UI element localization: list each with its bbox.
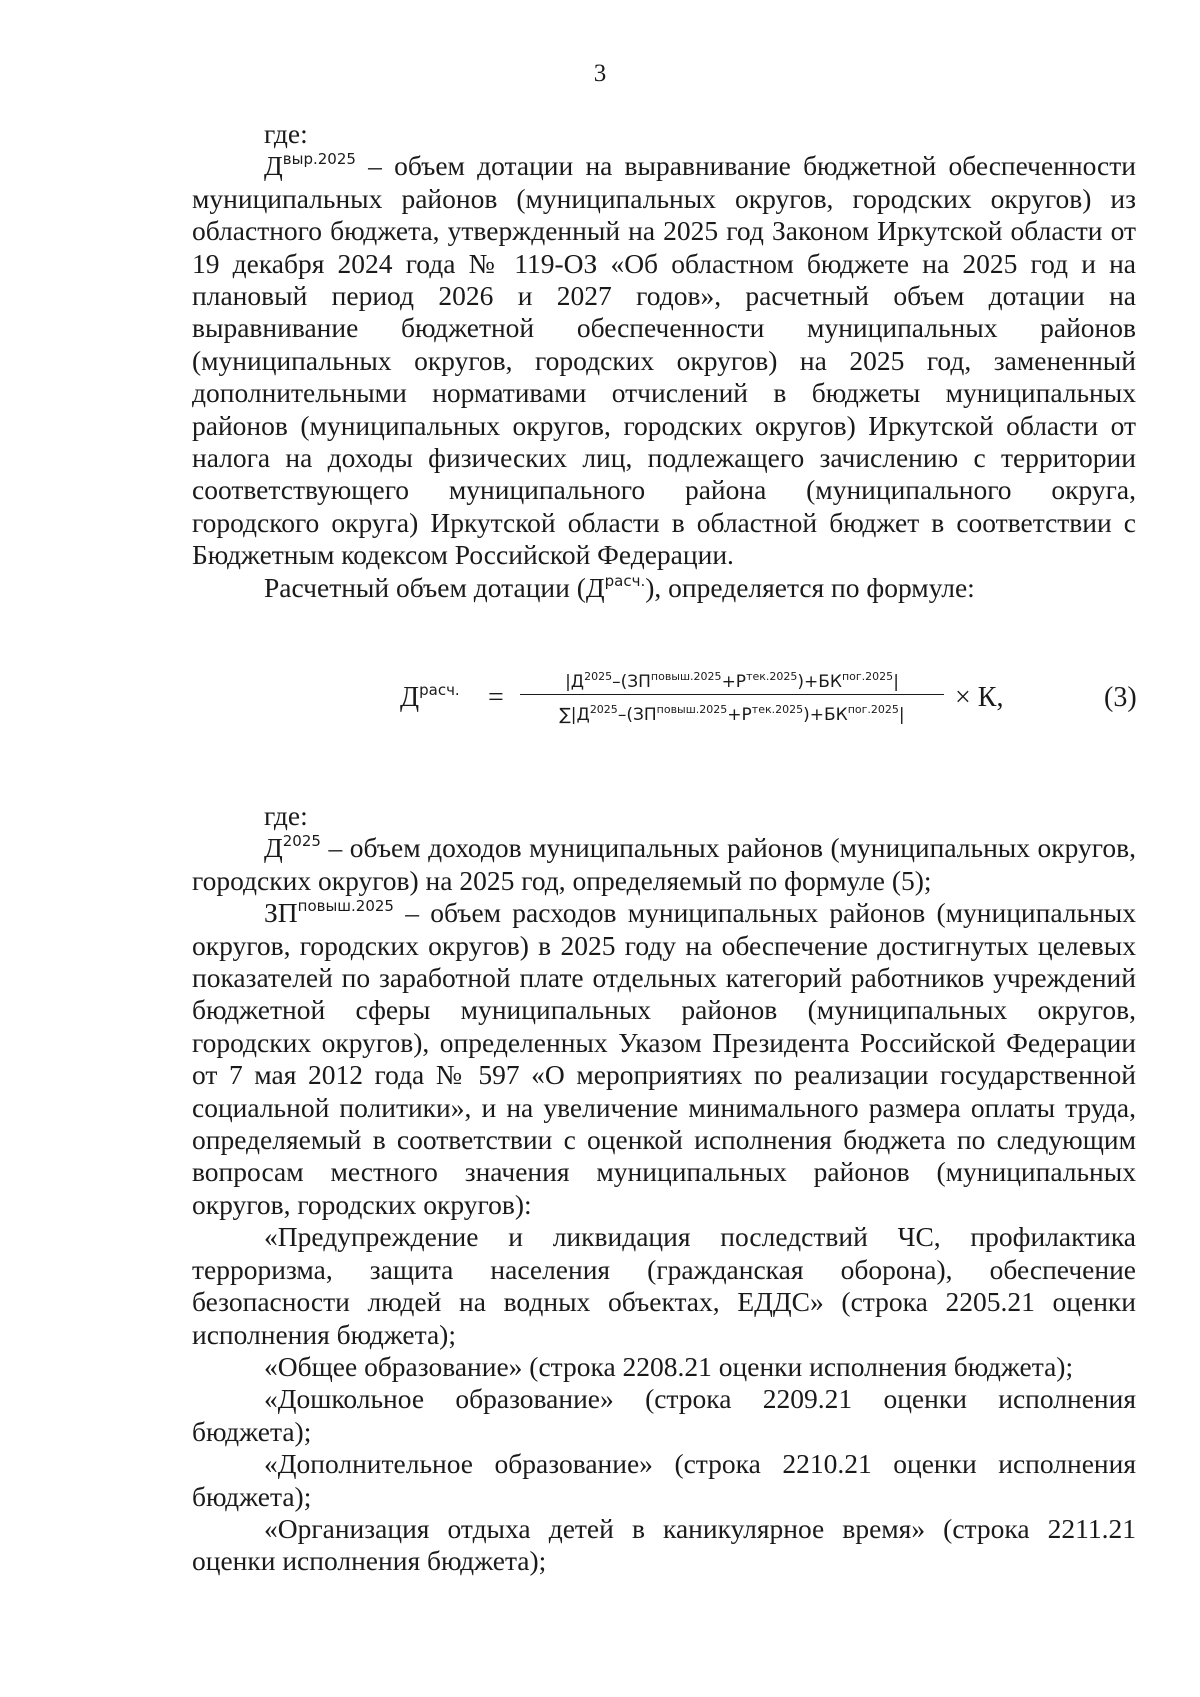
den-part: +Р	[727, 705, 752, 725]
num-part: |Д	[565, 672, 585, 692]
num-part: |	[893, 672, 899, 692]
den-part: )+БК	[803, 705, 848, 725]
formula-denominator	[516, 695, 948, 727]
formula-fraction	[516, 660, 948, 727]
definition-d-vyr	[192, 150, 1136, 571]
num-sup: 2025	[584, 670, 613, 683]
symbol-d: Д	[264, 150, 283, 182]
formula-intro-before: Расчетный объем дотации (Д	[264, 571, 605, 603]
formula-numerator	[516, 660, 948, 692]
formula-3	[0, 660, 1200, 740]
definition-text: – объем дотации на выравнивание бюджетной обеспеченности муниципальных районов (муниципальных округов, городских округов) из областного бюджета, утвержденный на 2025 год Законом Иркутской области от 19 декабря 2024 года № 119-ОЗ «Об областном бюджете на 2025 год и на плановый период 2026 и 2027 годов», расчетный объем дотации на выравнивание бюджетной обеспеченности муниципальных районов (муниципальных округов, городских округов) на 2025 год, замененный дополнительными нормативами отчислений в бюджеты муниципальных районов (муниципальных округов, городских округов) Иркутской области от налога на доходы физических лиц, подлежащего зачислению с территории соответствующего муниципального района (муниципального округа, городского округа) Иркутской области в областной бюджет в соответствии с Бюджетным кодексом Российской Федерации.	[192, 150, 1136, 571]
num-part: +Р	[721, 672, 747, 692]
den-part: ∑|Д	[559, 705, 590, 725]
formula-lhs-sup: расч.	[419, 681, 460, 699]
list-item: «Дошкольное образование» (строка 2209.21 оценки исполнения бюджета);	[192, 1383, 1136, 1447]
symbol-d2025: Д	[264, 832, 283, 864]
den-sup: пог.2025	[847, 703, 899, 716]
lower-text-block	[192, 800, 1136, 1578]
den-part: |	[898, 705, 905, 725]
symbol-d-sup: выр.2025	[282, 150, 356, 169]
symbol-zp-sup: повыш.2025	[297, 897, 394, 916]
upper-text-block	[192, 118, 1136, 604]
num-part: )+БК	[797, 672, 842, 692]
formula-equals: =	[488, 682, 504, 713]
list-item: «Дополнительное образование» (строка 2210.21 оценки исполнения бюджета);	[192, 1448, 1136, 1512]
symbol-d2025-sup: 2025	[282, 832, 321, 851]
symbol-zp: ЗП	[264, 897, 298, 929]
formula-intro	[192, 572, 1136, 604]
definition-text: – объем доходов муниципальных районов (муниципальных округов, городских округов) на 2025 год, определяемый по формуле (5);	[192, 832, 1136, 896]
formula-intro-sup: расч.	[604, 571, 646, 590]
den-part: –(ЗП	[617, 705, 657, 725]
formula-lhs-symbol: Д	[400, 682, 420, 713]
formula-lhs	[400, 682, 460, 714]
formula-times-k: × К,	[955, 682, 1004, 713]
definition-d2025	[192, 832, 1136, 897]
formula-intro-after: ), определяется по формуле:	[645, 571, 975, 603]
den-sup: повыш.2025	[656, 703, 728, 716]
list-item: «Предупреждение и ликвидация последствий ЧС, профилактика терроризма, защита населения (гражданская оборона), обеспечение безопасности людей на водных объектах, ЕДДС» (строка 2205.21 оценки исполнения бюджета);	[192, 1221, 1136, 1350]
num-sup: повыш.2025	[650, 670, 722, 683]
formula-number: (3)	[1104, 682, 1137, 713]
list-item: «Организация отдыха детей в каникулярное время» (строка 2211.21 оценки исполнения бюджета);	[192, 1512, 1136, 1577]
den-sup: тек.2025	[751, 703, 804, 716]
definition-text: – объем расходов муниципальных районов (муниципальных округов, городских округов) в 2025 году на обеспечение достигнутых целевых показателей по заработной плате отдельных категорий работников учреждений бюджетной сферы муниципальных районов (муниципальных округов, городских округов), определенных Указом Президента Российской Федерации от 7 мая 2012 года № 597 «О мероприятиях по реализации государственной социальной политики», и на увеличение минимального размера оплаты труда, определяемый в соответствии с оценкой исполнения бюджета по следующим вопросам местного значения муниципальных районов (муниципальных округов, городских округов):	[192, 897, 1136, 1220]
list-item: «Общее образование» (строка 2208.21 оценки исполнения бюджета);	[264, 1350, 1074, 1382]
definition-zp	[192, 897, 1136, 1221]
page-number: 3	[593, 60, 607, 87]
num-part: –(ЗП	[612, 672, 651, 692]
num-sup: пог.2025	[841, 670, 894, 683]
den-sup: 2025	[589, 703, 618, 716]
where-label: где:	[264, 118, 308, 149]
num-sup: тек.2025	[746, 670, 798, 683]
where-label-2: где:	[264, 800, 308, 831]
